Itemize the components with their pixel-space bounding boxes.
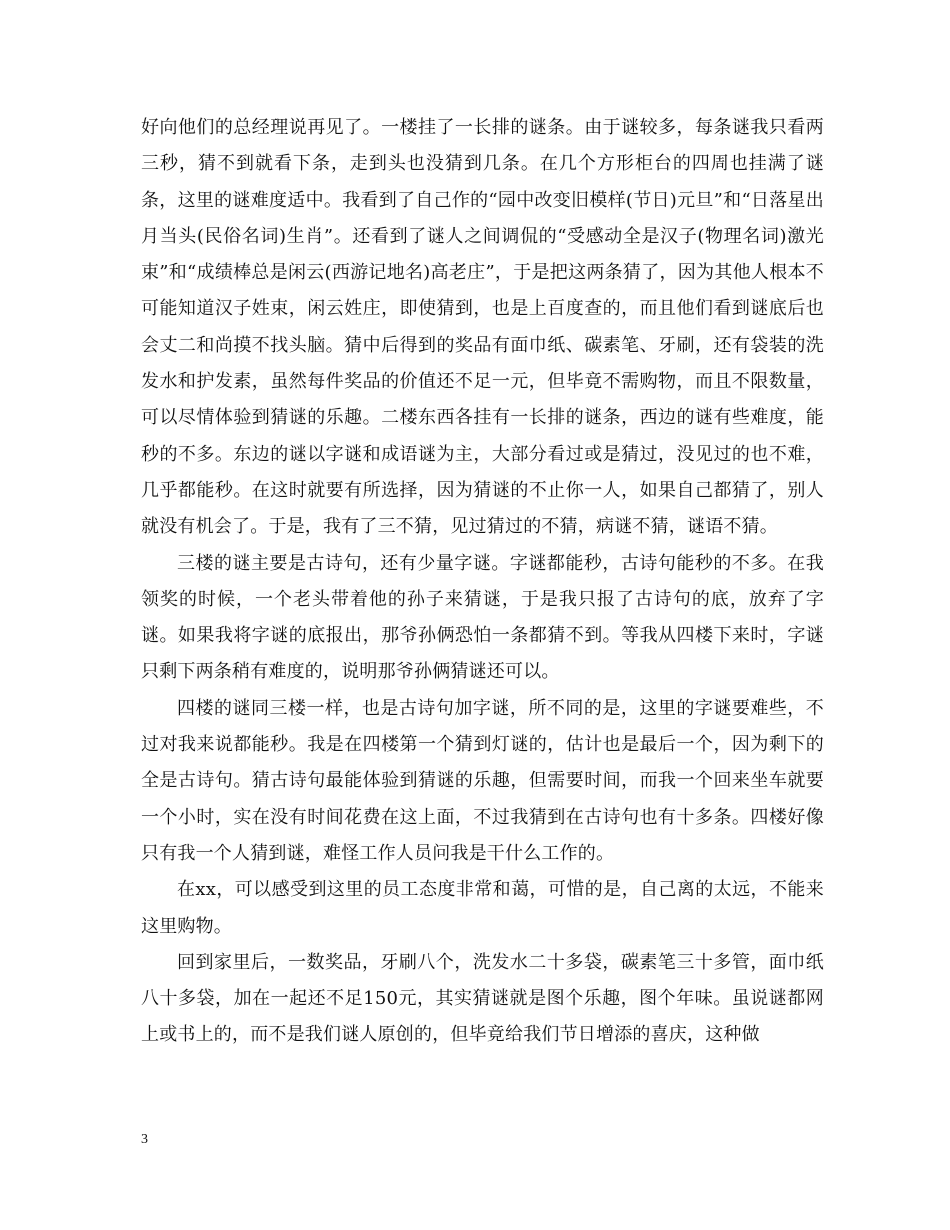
document-body: [141, 110, 824, 1054]
page-number: 3: [141, 1132, 148, 1147]
paragraph-1: 好向他们的总经理说再见了。一楼挂了一长排的谜条。由于谜较多，每条谜我只看两三秒，猜不到就看下条，走到头也没猜到几条。在几个方形柜台的四周也挂满了谜条，这里的谜难度适中。我看到了自己作的“园中改变旧模样(节日)元旦”和“日落星出月当头(民俗名词)生肖”。还看到了谜人之间调侃的“受感动全是汉子(物理名词)激光束”和“成绩棒总是闲云(西游记地名)高老庄”，于是把这两条猜了，因为其他人根本不可能知道汉子姓束，闲云姓庄，即使猜到，也是上百度查的，而且他们看到谜底后也会丈二和尚摸不找头脑。猜中后得到的奖品有面巾纸、碳素笔、牙刷，还有袋装的洗发水和护发素，虽然每件奖品的价值还不足一元，但毕竟不需购物，而且不限数量，可以尽情体验到猜谜的乐趣。二楼东西各挂有一长排的谜条，西边的谜有些难度，能秒的不多。东边的谜以字谜和成语谜为主，大部分看过或是猜过，没见过的也不难，几乎都能秒。在这时就要有所选择，因为猜谜的不止你一人，如果自己都猜了，别人就没有机会了。于是，我有了三不猜，见过猜过的不猜，病谜不猜，谜语不猜。: [141, 117, 824, 538]
paragraph-3: 四楼的谜同三楼一样，也是古诗句加字谜，所不同的是，这里的字谜要难些，不过对我来说都能秒。我是在四楼第一个猜到灯谜的，估计也是最后一个，因为剩下的全是古诗句。猜古诗句最能体验到猜谜的乐趣，但需要时间，而我一个回来坐车就要一个小时，实在没有时间花费在这上面，不过我猜到在古诗句也有十多条。四楼好像只有我一个人猜到谜，难怪工作人员问我是干什么工作的。: [141, 697, 824, 864]
paragraph-5: 回到家里后，一数奖品，牙刷八个，洗发水二十多袋，碳素笔三十多管，面巾纸八十多袋，加在一起还不足150元，其实猜谜就是图个乐趣，图个年味。虽说谜都网上或书上的，而不是我们谜人原创的，但毕竟给我们节日增添的喜庆，这种做: [141, 951, 824, 1046]
paragraph-2: 三楼的谜主要是古诗句，还有少量字谜。字谜都能秒，古诗句能秒的不多。在我领奖的时候，一个老头带着他的孙子来猜谜，于是我只报了古诗句的底，放弃了字谜。如果我将字谜的底报出，那爷孙俩恐怕一条都猜不到。等我从四楼下来时，字谜只剩下两条稍有难度的，说明那爷孙俩猜谜还可以。: [141, 552, 824, 683]
paragraph-4: 在xx，可以感受到这里的员工态度非常和蔼，可惜的是，自己离的太远，不能来这里购物。: [141, 879, 824, 937]
